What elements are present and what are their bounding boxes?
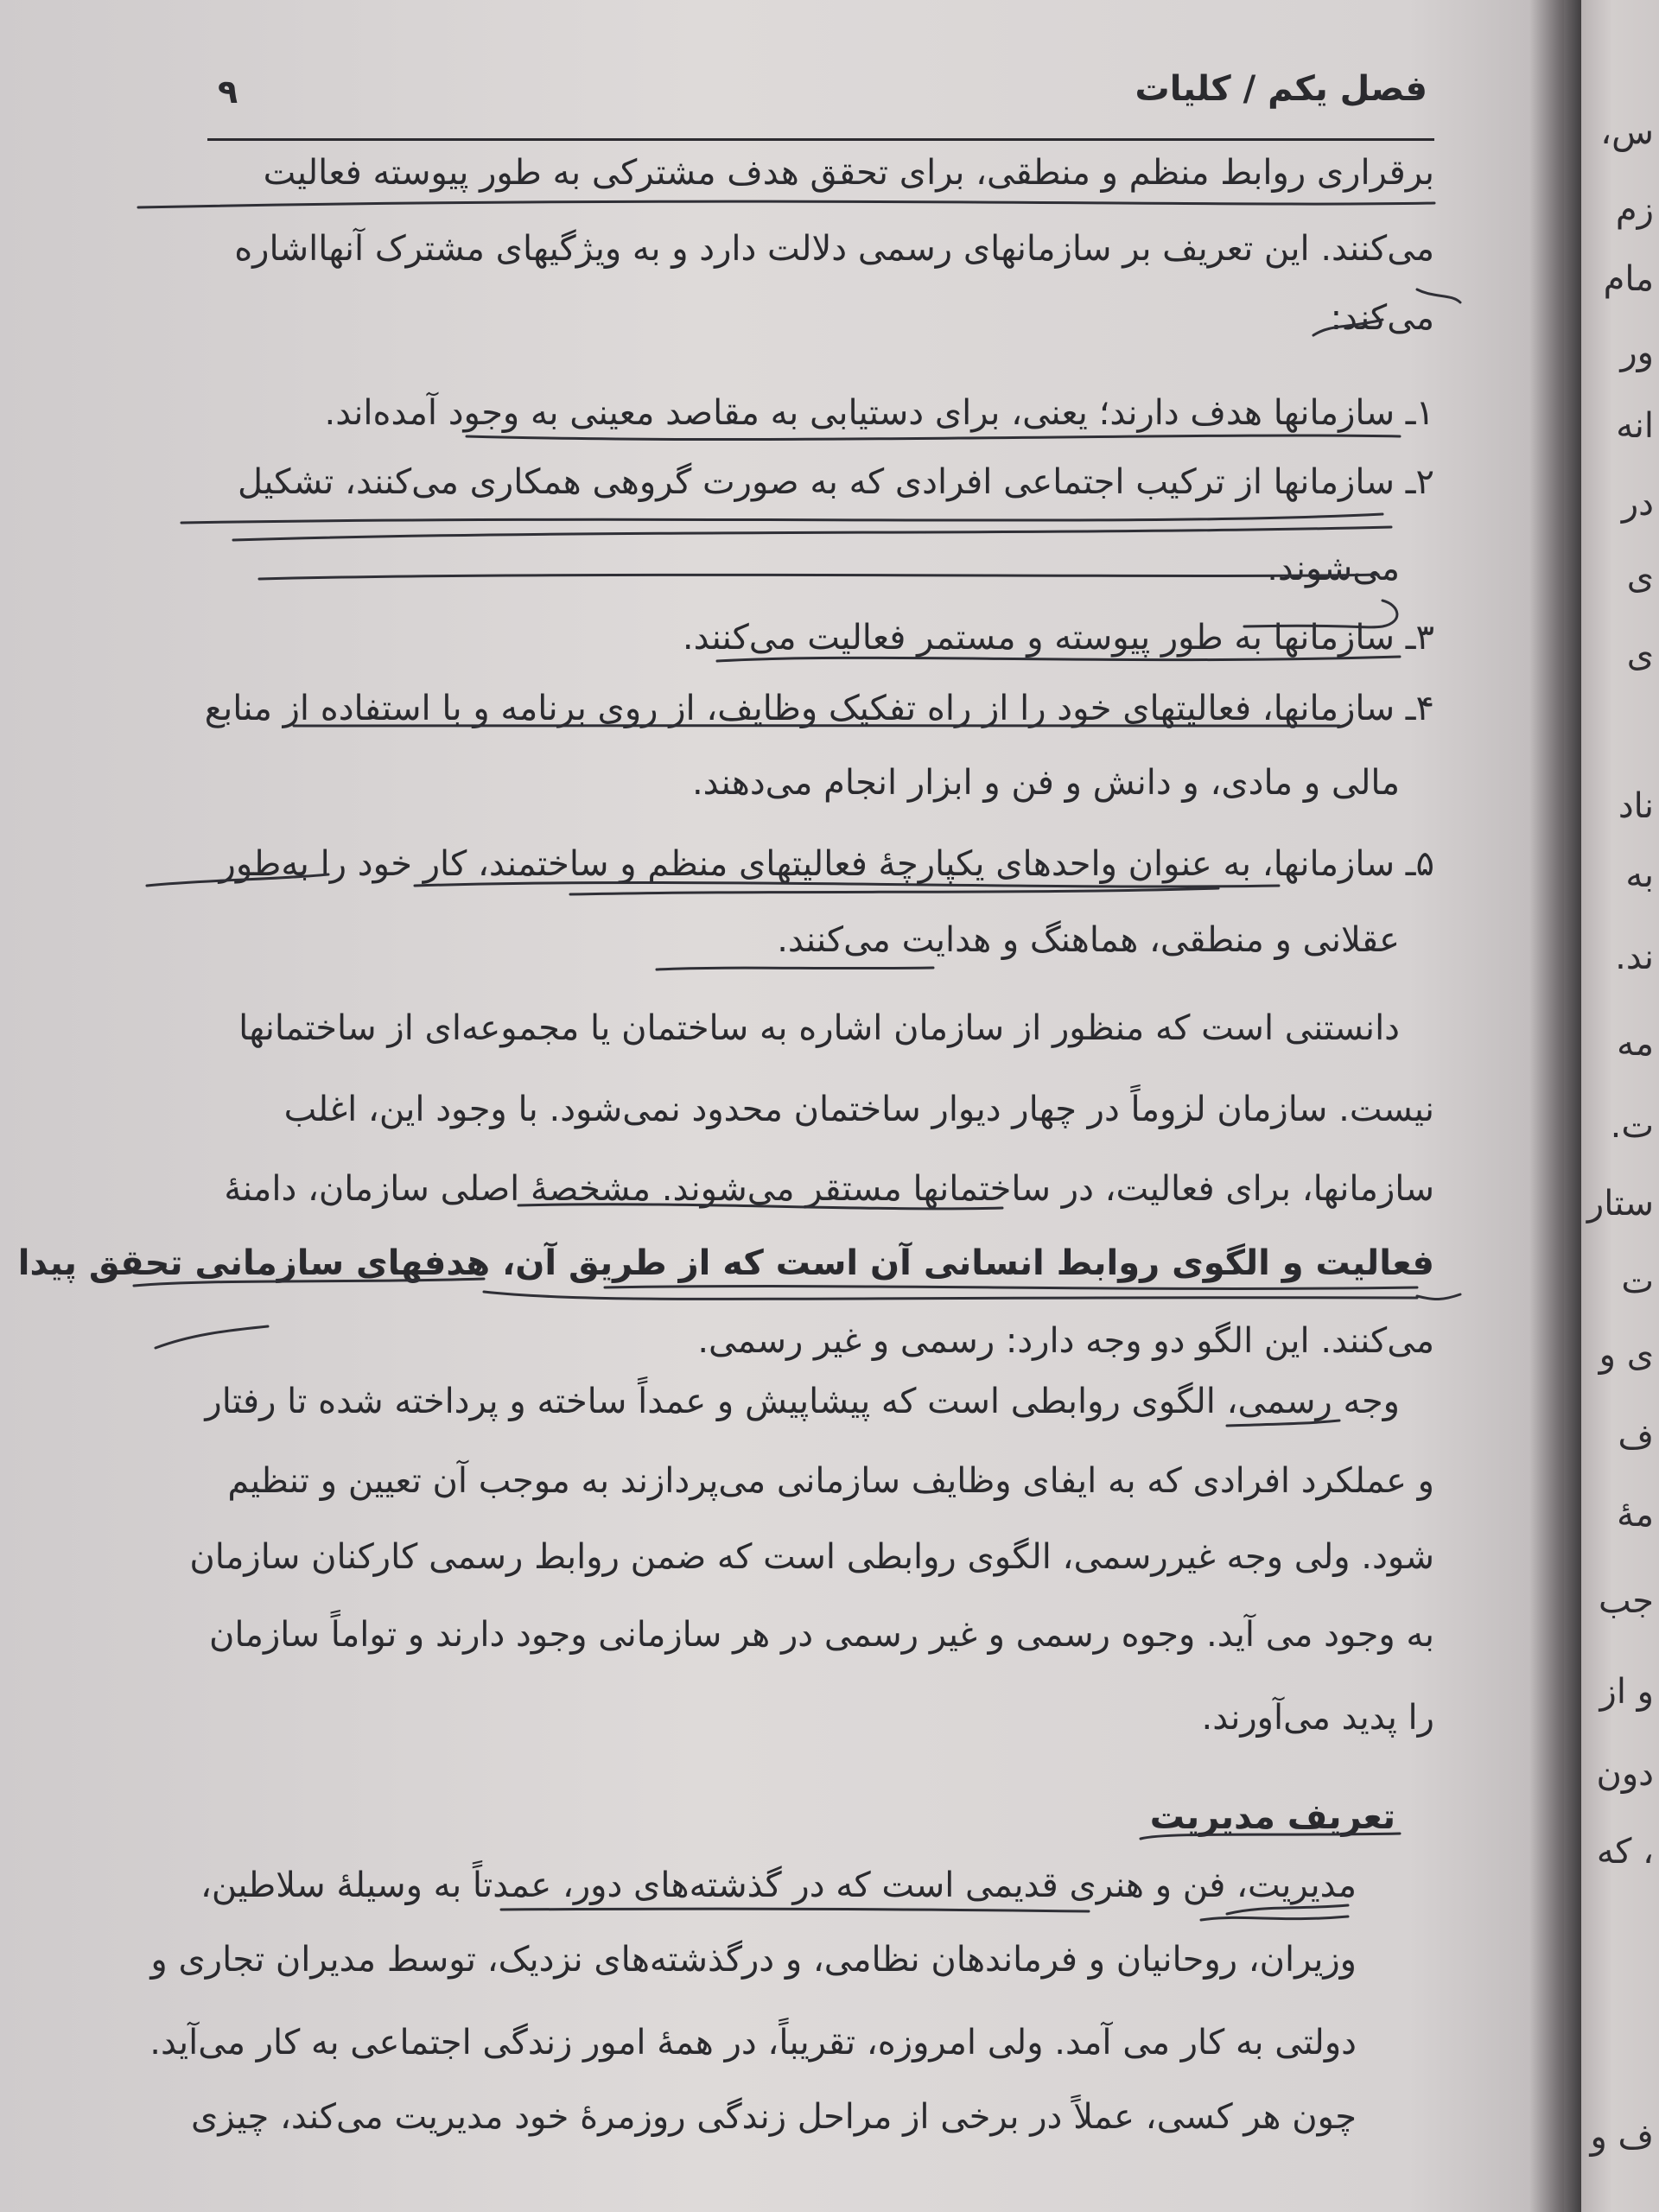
underline-mark <box>1417 289 1460 302</box>
edge-text: ی و <box>1599 1335 1654 1375</box>
underline-mark <box>467 435 1400 440</box>
list-item-5-cont: عقلانی و منطقی، هماهنگ و هدایت می‌کنند. <box>777 920 1400 960</box>
edge-text: ، که <box>1596 1832 1654 1872</box>
list-item-3: ۳ـ سازمانها به طور پیوسته و مستمر فعالیت می‌کنند. <box>682 618 1434 658</box>
underline-mark <box>134 1279 484 1286</box>
text-line: به وجود می آید. وجوه رسمی و غیر رسمی در هر سازمانی وجود دارند و تواماً سازمان <box>208 1615 1434 1655</box>
text-line: وجه رسمی، الگوی روابطی است که پیشاپیش و عمداً ساخته و پرداخته شده تا رفتار <box>205 1382 1400 1421</box>
underline-mark <box>570 888 1218 894</box>
edge-text: ف و <box>1590 2117 1654 2157</box>
text-line: سازمانها، برای فعالیت، در ساختمانها مستقر می‌شوند. مشخصهٔ اصلی سازمان، دامنهٔ <box>224 1169 1434 1209</box>
underline-mark <box>501 1909 1089 1911</box>
underline-mark <box>605 1287 1417 1289</box>
underline-mark <box>1201 1916 1348 1920</box>
text-line: وزیران، روحانیان و فرماندهان نظامی، و درگذشته‌های نزدیک، توسط مدیران تجاری و <box>150 1940 1357 1980</box>
list-item-1: ۱ـ سازمانها هدف دارند؛ یعنی، برای دستیابی به مقاصد معینی به وجود آمده‌اند. <box>324 393 1434 433</box>
underline-mark <box>1227 1421 1339 1426</box>
text-line: می‌کند: <box>1330 298 1434 338</box>
underline-mark <box>1313 320 1382 335</box>
edge-text: ف <box>1618 1417 1654 1457</box>
section-heading: تعریف مدیریت <box>1149 1797 1395 1837</box>
edge-text: ور <box>1620 333 1654 372</box>
edge-text: انه <box>1616 406 1654 446</box>
edge-text: مهٔ <box>1617 1495 1654 1535</box>
text-line: برقراری روابط منظم و منطقی، برای تحقق هدف مشترکی به طور پیوسته فعالیت <box>263 153 1434 193</box>
underline-mark <box>181 514 1382 523</box>
list-item-5: ۵ـ سازمانها، به عنوان واحدهای یکپارچهٔ فعالیتهای منظم و ساختمند، کار خود را به‌طور <box>219 844 1434 884</box>
edge-text: ت. <box>1610 1106 1654 1146</box>
edge-text: ند. <box>1615 938 1654 977</box>
edge-text: دون <box>1596 1754 1654 1794</box>
text-line: مدیریت، فن و هنری قدیمی است که در گذشته‌های دور، عمدتاً به وسیلهٔ سلاطین، <box>200 1866 1357 1905</box>
list-item-4-cont: مالی و مادی، و دانش و فن و ابزار انجام می‌دهند. <box>691 763 1400 803</box>
underline-mark <box>259 575 1378 579</box>
edge-text: مام <box>1603 259 1654 299</box>
text-line: دولتی به کار می آمد. ولی امروزه، تقریباً، در همهٔ امور زندگی اجتماعی به کار می‌آید. <box>149 2023 1357 2063</box>
text-line: چون هر کسی، عملاً در برخی از مراحل زندگی روزمرهٔ خود مدیریت می‌کند، چیزی <box>191 2097 1357 2137</box>
underline-mark <box>415 882 1279 887</box>
page-number: ۹ <box>218 73 238 111</box>
text-line: را پدید می‌آورند. <box>1201 1698 1434 1738</box>
underline-mark <box>1244 601 1397 627</box>
edge-text: س، <box>1600 112 1654 152</box>
book-gutter <box>1529 0 1581 2212</box>
underline-mark <box>138 201 1434 207</box>
chapter-title: فصل یکم / کلیات <box>1135 69 1427 109</box>
edge-text: جب <box>1598 1581 1654 1621</box>
edge-text: به <box>1625 855 1654 895</box>
edge-text: مه <box>1617 1024 1654 1064</box>
text-line: نیست. سازمان لزوماً در چهار دیوار ساختمان محدود نمی‌شود. با وجود این، اغلب <box>283 1090 1434 1129</box>
adjacent-page-edge <box>1581 0 1659 2212</box>
underline-mark <box>147 874 328 886</box>
text-line: شود. ولی وجه غیررسمی، الگوی روابطی است که ضمن روابط رسمی کارکنان سازمان <box>189 1537 1434 1577</box>
underline-mark <box>294 725 1339 726</box>
underline-mark <box>156 1326 268 1348</box>
underline-mark <box>518 1205 1002 1209</box>
underline-mark <box>484 1292 1417 1299</box>
edge-text: ت <box>1621 1262 1654 1301</box>
edge-text: ناد <box>1618 786 1654 826</box>
underline-mark <box>233 527 1391 540</box>
text-line: فعالیت و الگوی روابط انسانی آن است که از طریق آن، هدفهای سازمانی تحقق پیدا <box>17 1243 1434 1283</box>
list-item-4: ۴ـ سازمانها، فعالیتهای خود را از راه تفکیک وظایف، از روی برنامه و با استفاده از منابع <box>204 689 1434 728</box>
underline-mark <box>1227 1905 1348 1914</box>
text-line: دانستنی است که منظور از سازمان اشاره به ساختمان یا مجموعه‌ای از ساختمانها <box>238 1008 1400 1048</box>
text-line: و عملکرد افرادی که به ایفای وظایف سازمانی می‌پردازند به موجب آن تعیین و تنظیم <box>227 1461 1434 1501</box>
edge-text: ستار <box>1586 1184 1654 1224</box>
underline-mark <box>717 657 1400 661</box>
edge-text: ی <box>1626 635 1654 675</box>
underline-mark <box>1141 1834 1400 1839</box>
list-item-2: ۲ـ سازمانها از ترکیب اجتماعی افرادی که به صورت گروهی همکاری می‌کنند، تشکیل <box>238 462 1434 502</box>
edge-text: ی <box>1626 557 1654 597</box>
text-line: می‌کنند. این الگو دو وجه دارد: رسمی و غیر رسمی. <box>697 1321 1434 1361</box>
edge-text: زم <box>1615 190 1654 230</box>
text-line: می‌کنند. این تعریف بر سازمانهای رسمی دلالت دارد و به ویژگیهای مشترک آنهااشاره <box>234 229 1434 269</box>
list-item-2-cont: می‌شوند. <box>1267 549 1400 588</box>
underline-mark <box>657 968 933 969</box>
edge-text: در <box>1621 484 1654 524</box>
underline-mark <box>1417 1294 1460 1300</box>
edge-text: و از <box>1599 1672 1654 1712</box>
